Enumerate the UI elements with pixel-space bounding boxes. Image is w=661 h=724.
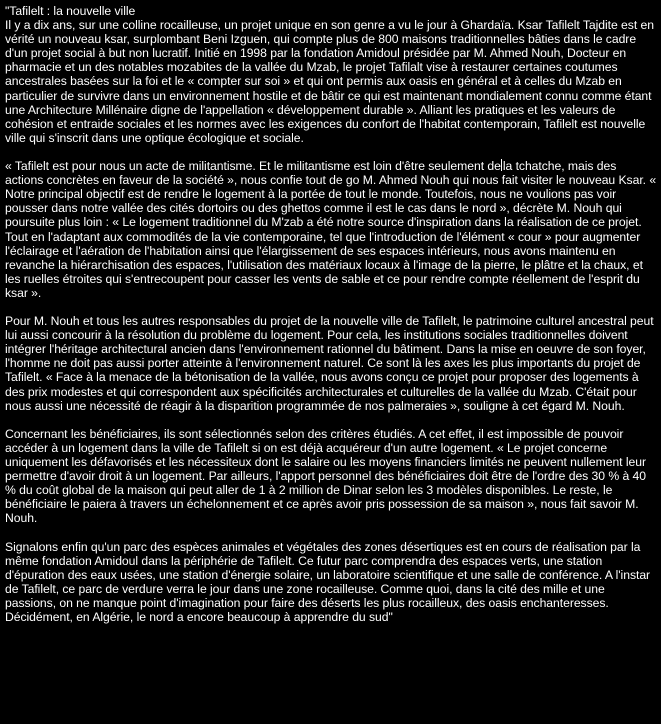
article-text[interactable] bbox=[5, 4, 657, 638]
paragraph-5: Signalons enfin qu'un parc des espèces animales et végétales des zones désertiques est en cours de réalisation par la même fondation Amidoul dans la périphérie de Tafilelt. Ce futur parc comprendra des espaces verts, une station d'épuration des eaux usées, une station d'énergie solaire, un laboratoire scientifique et une salle de conférence. A l'instar de Tafilelt, ce parc de verdure verra le jour dans une zone rocailleuse. Comme quoi, dans la cité des mille et une passions, on ne manque point d'imagination pour faire des déserts les plus rocailleux, des oasis enchanteresses. Décidément, en Algérie, le nord a encore beaucoup à apprendre du sud" bbox=[5, 539, 651, 625]
paragraph-2-text-end: la tchatche, mais des actions concrètes en faveur de la société », nous confie tout de go M. Ahmed Nouh qui nous fait visiter le nouveau Ksar. « Notre principal objectif est de rendre le logement à la portée de tout le monde. Toutefois, nous ne voulions pas voir pousser dans notre vallée des cités dortoirs ou des ghettos comme il est le cas dans le nord », décrète M. Nouh qui poursuite plus loin : « Le logement traditionnel du M'zab a été notre source d'inspiration dans la réalisation de ce projet. Tout en l'adaptant aux commodités de la vie contemporaine, tel que l'introduction de l'élément « cour » pour augmenter l'éclairage et l'aération de l'habitation ainsi que l'élargissement de ses espaces intérieurs, nous avons maintenu en revanche la hiérarchisation des espaces, l'utilisation des matériaux locaux à l'image de la pierre, le plâtre et la chaux, et les ruelles étroites qui s'entrecoupent pour casser les vents de sable et ce pour rendre compte réellement de l'esprit du ksar ». bbox=[5, 159, 657, 300]
paragraph-4: Concernant les bénéficiaires, ils sont sélectionnés selon des critères étudiés. A cet effet, il est impossible de pouvoir accéder à un logement dans la ville de Tafilelt si on est déjà acquéreur d'un autre logement. « Le projet concerne uniquement les défavorisés et les nécessiteux dont le salaire ou les moyens financiers limités ne peuvent nullement leur permettre d'avoir droit à un logement. Par ailleurs, l'apport personnel des bénéficiaires doit être de l'ordre des 30 % à 40 % du coût global de la maison qui peut aller de 1 à 2 million de Dinar selon les 3 modèles disponibles. Le reste, le bénéficiaire le paiera à travers un échelonnement et ce après avoir pris possession de sa maison », nous fait savoir M. Nouh. bbox=[5, 426, 646, 526]
article-title: "Tafilelt : la nouvelle ville bbox=[5, 4, 136, 18]
paragraph-1-text: Il y a dix ans, sur une colline rocailleuse, un projet unique en son genre a vu le jour à Ghardaïa. Ksar Tafilelt Tajdite est en vérité un nouveau ksar, surplombant Beni Izguen, qui compte plus de 800 maisons traditionnelles bâties dans le cadre d'un projet social à but non lucratif. Initié en 1998 par la fondation Amidoul présidée par M. Ahmed Nouh, Docteur en pharmacie et un des notables mozabites de la vallée du Mzab, le projet Tafilalt vise à restaurer certaines coutumes ancestrales basées sur la foi et le « compter sur soi » et qui ont permis aux oasis en général et à celles du Mzab en particulier de survivre dans un environnement hostile et de bâtir ce qui est maintenant mondialement connu comme étant une Architecture Millénaire digne de l'appellation « développement durable ». Alliant les pratiques et les valeurs de cohésion et entraide sociales et les normes avec les exigences du confort de l'habitat contemporain, Tafilelt est nouvelle ville qui s'inscrit dans une optique écologique et sociale. bbox=[5, 18, 654, 145]
paragraph-2-text-start: « Tafilelt est pour nous un acte de militantisme. Et le militantisme est loin d'être seulement de bbox=[5, 159, 501, 174]
paragraph-3: Pour M. Nouh et tous les autres responsables du projet de la nouvelle ville de Tafilelt, le patrimoine culturel ancestral peut lui aussi concourir à la résolution du problème du logement. Pour cela, les institutions sociales traditionnelles doivent intégrer l'héritage architectural ancien dans l'environnement rationnel du bâtiment. Dans la mise en oeuvre de son foyer, l'homme ne doit pas aussi porter atteinte à l'environnement naturel. Ce sont là les axes les plus importants du projet de Tafilelt. « Face à la menace de la bétonisation de la vallée, nous avons conçu ce projet pour proposer des logements à des prix modestes et qui correspondent aux spécificités architecturales et culturelles de la vallée du Mzab. C'était pour nous aussi une nécessité de réagir à la disparition programmée de nos palmeraies », souligne à cet égard M. Nouh. bbox=[5, 314, 654, 413]
paragraph-1 bbox=[5, 4, 657, 145]
paragraph-2 bbox=[5, 159, 657, 300]
